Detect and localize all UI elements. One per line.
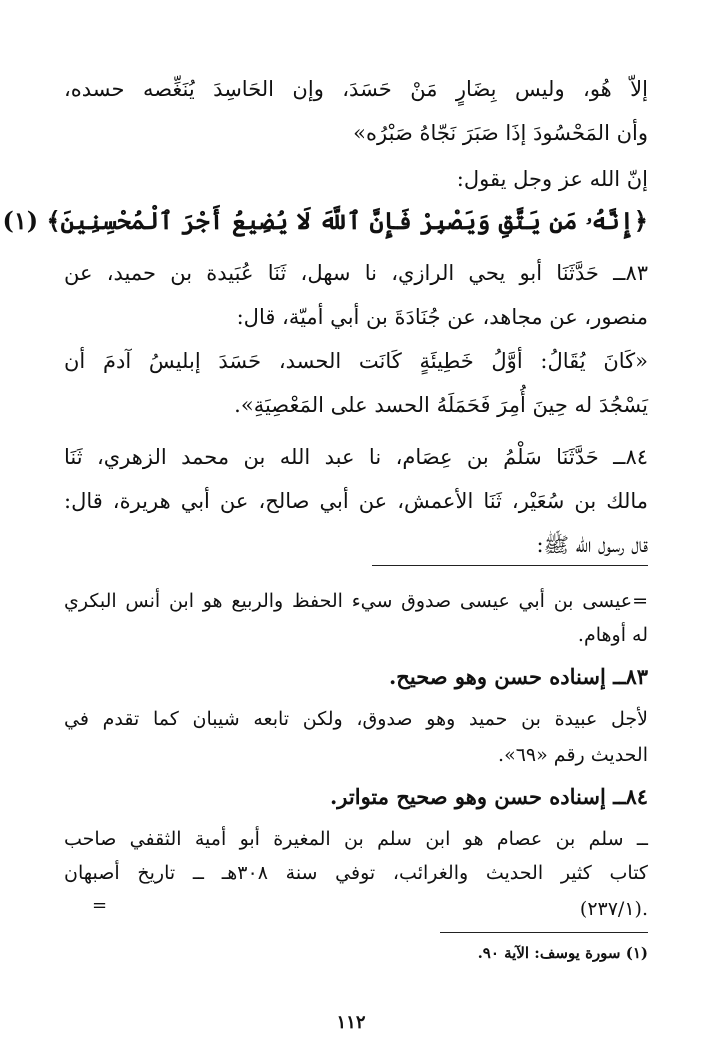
main-line: وأن المَحْسُودَ إذَا صَبَرَ نَجّاهُ صَبْرُه»	[353, 121, 648, 145]
note-line: ــ سلم بن عصام هو ابن سلم بن المغيرة أبو أمية الثقفي صاحب	[64, 828, 648, 850]
note-line: .(٢٣٧/١)	[579, 898, 648, 920]
footnote: (١) سورة يوسف: الآية ٩٠.	[477, 944, 648, 962]
note-heading-83: ٨٣ــ إسناده حسن وهو صحيح.	[389, 664, 648, 689]
hadith-84-line: ٨٤ــ حَدَّثَنَا سَلْمُ بن عِصَام، نا عبد الله بن محمد الزهري، ثَنَا	[64, 445, 648, 469]
footnote-divider	[440, 932, 648, 933]
continuation-mark: =	[92, 895, 108, 916]
page-number: ١١٢	[336, 1012, 366, 1033]
note-line: =عيسى بن أبي عيسى صدوق سيء الحفظ والربيع هو ابن أنس البكري	[64, 590, 648, 612]
hadith-83-line: منصور، عن مجاهد، عن جُنَادَةَ بن أبي أميّة، قال:	[236, 305, 648, 329]
notes-divider	[372, 565, 648, 566]
hadith-84-line: قال رسول الله ﷺ:	[536, 533, 648, 557]
note-line: له أوهام.	[577, 624, 648, 646]
hadith-84-line: مالك بن سُعَيْر، ثَنَا الأعمش، عن أبي صالح، عن أبي هريرة، قال:	[64, 489, 648, 513]
main-line: إلاّ هُو، وليس بِضَارٍ مَنْ حَسَدَ، وإن الحَاسِدَ يُنَغِّصه حسده،	[64, 77, 648, 101]
note-line: لأجل عبيدة بن حميد وهو صدوق، ولكن تابعه شيبان كما تقدم في	[64, 708, 648, 730]
hadith-83-line: يَسْجُدَ له حِينَ أُمِرَ فَحَمَلَهُ الحسد على المَعْصِيَةِ».	[234, 393, 648, 417]
quran-verse: ﴿إِنَّهُۥ مَن يَتَّقِ وَيَصْبِرْ فَإِنَّ ٱللَّهَ لَا يُضِيعُ أَجْرَ ٱلْمُحْسِنِينَ﴾ (١)	[2, 206, 648, 235]
note-line: الحديث رقم «٦٩».	[498, 744, 648, 766]
note-heading-84: ٨٤ــ إسناده حسن وهو صحيح متواتر.	[330, 784, 648, 809]
main-line: إنّ الله عز وجل يقول:	[456, 167, 648, 191]
hadith-83-line: ٨٣ــ حَدَّثَنَا أبو يحي الرازي، نا سهل، ثَنَا عُبَيدة بن حميد، عن	[64, 261, 648, 285]
hadith-83-line: «كَانَ يُقَالُ: أوَّلُ خَطِيئَةٍ كَانَت الحسد، حَسَدَ إبليسُ آدمَ أن	[64, 349, 648, 373]
note-line: كتاب كثير الحديث والغرائب، توفي سنة ٣٠٨هـ ــ تاريخ أصبهان	[64, 862, 648, 884]
